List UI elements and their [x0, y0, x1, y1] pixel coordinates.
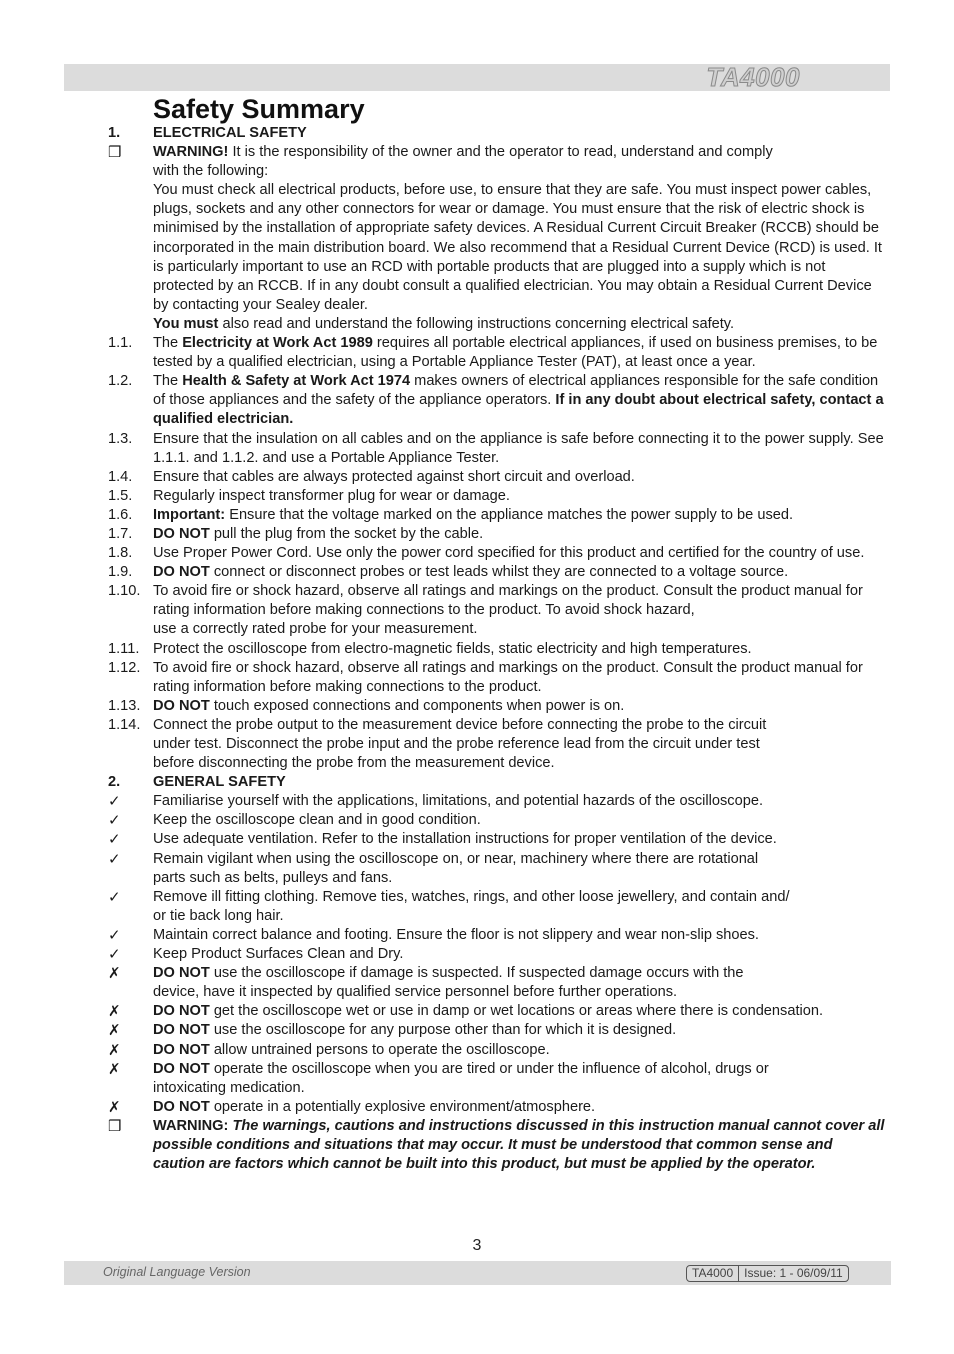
check-icon: ✓: [108, 812, 121, 830]
item-text: DO NOT operate in a potentially explosive environment/atmosphere.: [153, 1098, 596, 1115]
safety-item: [0, 1117, 954, 1174]
check-icon: ✓: [108, 946, 121, 964]
item-text: Regularly inspect transformer plug for wear or damage.: [153, 487, 510, 504]
item-text: DO NOT use the oscilloscope for any purpose other than for which it is designed.: [153, 1022, 677, 1039]
check-icon: ✓: [108, 888, 121, 906]
item-number: 1.14.: [108, 716, 141, 733]
item-text: DO NOT operate the oscilloscope when you are tired or under the influence of alcohol, drugs or intoxicating medication.: [153, 1060, 769, 1096]
safety-item: [0, 563, 954, 582]
item-text: Use adequate ventilation. Refer to the installation instructions for proper ventilation of the device.: [153, 831, 777, 848]
item-number: 1.11.: [108, 640, 140, 657]
safety-item: [0, 964, 954, 1002]
safety-item: [0, 830, 954, 849]
safety-item: [0, 430, 954, 468]
safety-item: [0, 1002, 954, 1021]
item-text: WARNING! It is the responsibility of the owner and the operator to read, understand and comply with the following: You must check all electrical products, before use, to ensure that they are safe. You must inspect power cables, plugs, sockets and any other connectors for wear or damage. You must ensure that the risk of electric shock is minimised by the installation of appropriate safety devices. A Residual Current Circuit Breaker (RCCB) should be incorporated in the main distribution board. We also recommend that a Residual Current Device (RCD) is used. It is particularly important to use an RCD with portable products that are plugged into a supply which is not protected by an RCCB. If in any doubt consult a qualified electrician. You may obtain a Residual Current Device by contacting your Sealey dealer. You must also read and understand the following instructions concerning electrical safety.: [153, 144, 882, 332]
safety-item: [0, 926, 954, 945]
page-title: Safety Summary: [153, 94, 365, 124]
item-text: Connect the probe output to the measurement device before connecting the probe to the circuit under test. Disconnect the probe input and the probe reference lead from the circuit under test before disconnecting the probe from the measurement device.: [153, 716, 767, 772]
safety-item: [0, 1098, 954, 1117]
safety-item: [0, 468, 954, 487]
item-number: 1.3.: [108, 430, 133, 447]
item-text: Maintain correct balance and footing. Ensure the floor is not slippery and wear non-slip shoes.: [153, 926, 759, 943]
item-text: GENERAL SAFETY: [153, 774, 286, 791]
item-text: WARNING: The warnings, cautions and instructions discussed in this instruction manual cannot cover all possible conditions and situations that may occur. It must be understood that common sense and caution are factors which cannot be built into this product, but must be applied by the operator.: [153, 1117, 885, 1173]
check-icon: ✓: [108, 831, 121, 849]
item-text: Ensure that the insulation on all cables and on the appliance is safe before connecting it to the power supply. See 1.1.1. and 1.1.2. and use a Portable Appliance Tester.: [153, 430, 884, 466]
item-text: DO NOT allow untrained persons to operate the oscilloscope.: [153, 1041, 550, 1058]
model-name: TA4000: [706, 62, 800, 92]
footer-issue-box: [686, 1265, 849, 1282]
item-text: DO NOT use the oscilloscope if damage is suspected. If suspected damage occurs with the device, have it inspected by qualified service personnel before further operations.: [153, 965, 744, 1001]
item-number: 1.2.: [108, 373, 133, 390]
item-text: Familiarise yourself with the applications, limitations, and potential hazards of the oscilloscope.: [153, 793, 764, 810]
item-text: Ensure that cables are always protected against short circuit and overload.: [153, 468, 635, 485]
section-heading: [0, 773, 954, 792]
safety-item: [0, 143, 954, 334]
item-number: 1.12.: [108, 659, 141, 676]
cross-icon: ✗: [108, 1041, 121, 1059]
safety-item: [0, 640, 954, 659]
item-number: 1.1.: [108, 335, 133, 352]
item-text: Keep Product Surfaces Clean and Dry.: [153, 946, 404, 963]
cross-icon: ✗: [108, 1022, 121, 1040]
safety-item: [0, 372, 954, 429]
item-text: DO NOT touch exposed connections and components when power is on.: [153, 697, 625, 714]
page-number: 3: [472, 1237, 482, 1254]
safety-item: [0, 716, 954, 773]
safety-item: [0, 850, 954, 888]
cross-icon: ✗: [108, 965, 121, 983]
safety-item: [0, 582, 954, 639]
item-number: 1.5.: [108, 487, 133, 504]
safety-item: [0, 811, 954, 830]
safety-item: [0, 1021, 954, 1040]
item-text: The Health & Safety at Work Act 1974 makes owners of electrical appliances responsible for the safe condition of those appliances and the safety of the appliance operators. If in any doubt about electrical safety, contact a qualified electrician.: [153, 373, 884, 428]
item-number: 2.: [108, 774, 121, 791]
item-text: Use Proper Power Cord. Use only the power cord specified for this product and certified for the country of use.: [153, 545, 865, 562]
footer-model: TA4000: [692, 1266, 734, 1280]
safety-item: [0, 697, 954, 716]
item-text: ELECTRICAL SAFETY: [153, 125, 307, 141]
item-number: 1.: [108, 125, 121, 141]
safety-item: [0, 1060, 954, 1098]
cross-icon: ✗: [108, 1060, 121, 1078]
item-text: Remove ill fitting clothing. Remove ties, watches, rings, and other loose jewellery, and contain and/ or tie back long hair.: [153, 888, 790, 924]
item-number: 1.7.: [108, 525, 133, 542]
item-number: 1.9.: [108, 564, 133, 581]
item-text: The Electricity at Work Act 1989 requires all portable electrical appliances, if used on business premises, to be tested by a qualified electrician, using a Portable Appliance Tester (PAT), at least once a year.: [153, 335, 878, 371]
footer-language-note: Original Language Version: [103, 1265, 251, 1279]
safety-item: [0, 487, 954, 506]
safety-item: [0, 945, 954, 964]
safety-item: [0, 334, 954, 372]
check-icon: ✓: [108, 793, 121, 811]
check-icon: ✓: [108, 850, 121, 868]
section-heading: [0, 124, 954, 143]
safety-item: [0, 888, 954, 926]
safety-item: [0, 544, 954, 563]
safety-item: [0, 792, 954, 811]
item-text: DO NOT pull the plug from the socket by the cable.: [153, 525, 484, 542]
safety-item: [0, 1041, 954, 1060]
cross-icon: ✗: [108, 1098, 121, 1116]
check-icon: ✓: [108, 926, 121, 944]
item-number: 1.4.: [108, 468, 133, 485]
footer-issue: Issue: 1 - 06/09/11: [738, 1266, 848, 1281]
box-icon: ❒: [108, 144, 122, 162]
safety-item: [0, 659, 954, 697]
box-icon: ❒: [108, 1117, 122, 1135]
item-text: To avoid fire or shock hazard, observe all ratings and markings on the product. Consult the product manual for rating information before making connections to the product.: [153, 659, 863, 695]
item-text: DO NOT connect or disconnect probes or test leads whilst they are connected to a voltage source.: [153, 564, 789, 581]
safety-content: [0, 124, 954, 1174]
item-number: 1.10.: [108, 583, 141, 600]
cross-icon: ✗: [108, 1003, 121, 1021]
item-text: Protect the oscilloscope from electro-magnetic fields, static electricity and high temperatures.: [153, 640, 752, 657]
item-text: DO NOT get the oscilloscope wet or use in damp or wet locations or areas where there is condensation.: [153, 1003, 824, 1020]
item-number: 1.8.: [108, 545, 133, 562]
item-number: 1.13.: [108, 697, 141, 714]
item-text: To avoid fire or shock hazard, observe all ratings and markings on the product. Consult the product manual for rating information before making connections to the product. To avoid shock hazard, use a correctly rated probe for your measurement.: [153, 583, 863, 638]
item-text: Remain vigilant when using the oscilloscope on, or near, machinery where there are rotational parts such as belts, pulleys and fans.: [153, 850, 759, 886]
item-text: Important: Ensure that the voltage marked on the appliance matches the power supply to be used.: [153, 506, 794, 523]
item-number: 1.6.: [108, 506, 133, 523]
safety-item: [0, 506, 954, 525]
safety-item: [0, 525, 954, 544]
item-text: Keep the oscilloscope clean and in good condition.: [153, 812, 481, 829]
